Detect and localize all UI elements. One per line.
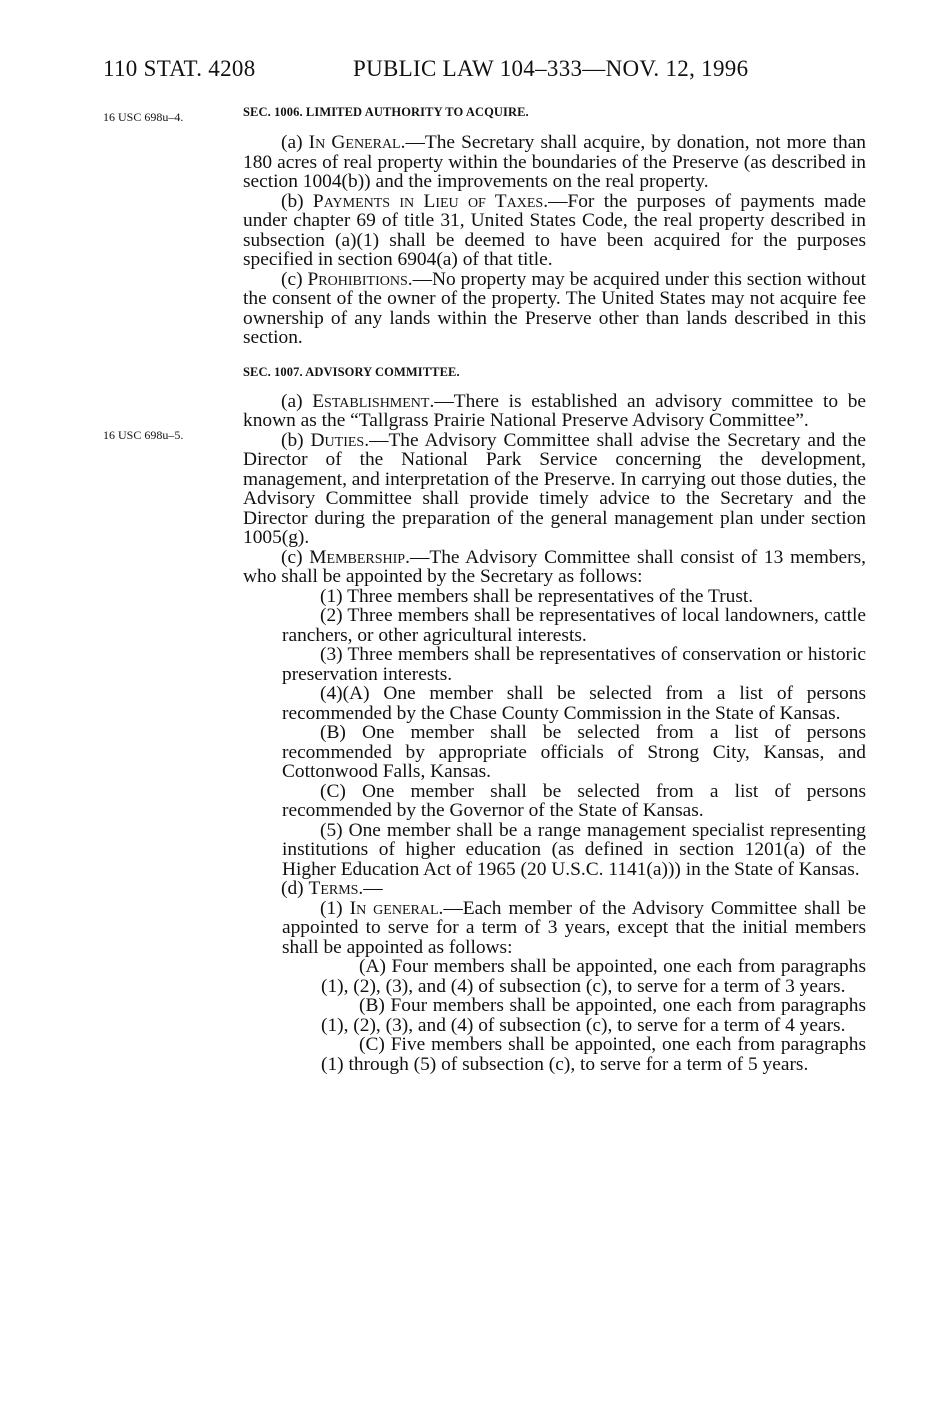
terms-subparagraph-c: (C) Five members shall be appointed, one each from paragraphs (1) through (5) of subsection (c), to serve for a term of 5 years. [321,1034,866,1075]
terms-subparagraph-a: (A) Four members shall be appointed, one each from paragraphs (1), (2), (3), and (4) of subsection (c), to serve for a term of 3 years. [321,956,866,997]
membership-paragraph-4b: (B) One member shall be selected from a list of persons recommended by appropriate officials of Strong City, Kansas, and Cottonwood Falls, Kansas. [282,722,866,782]
section-1006-b: (b) Payments in Lieu of Taxes.—For the purposes of payments made under chapter 69 of title 31, United States Code, the real property described in subsection (a)(1) shall be deemed to have been acquired for the purposes specified in section 6904(a) of that title. [243,190,867,270]
membership-paragraph-2: (2) Three members shall be representatives of local landowners, cattle ranchers, or other agricultural interests. [282,605,866,646]
terms-subparagraph-b: (B) Four members shall be appointed, one each from paragraphs (1), (2), (3), and (4) of subsection (c), to serve for a term of 4 years. [321,995,866,1036]
membership-paragraph-3: (3) Three members shall be representatives of conservation or historic preservation interests. [282,644,866,685]
public-law-citation: PUBLIC LAW 104–333—NOV. 12, 1996 [353,56,749,81]
section-1007-heading: SEC. 1007. ADVISORY COMMITTEE. [243,364,460,379]
membership-paragraph-1: (1) Three members shall be representatives of the Trust. [320,585,754,607]
section-1006-heading: SEC. 1006. LIMITED AUTHORITY TO ACQUIRE. [243,105,529,119]
stat-citation: 110 STAT. 4208 [103,56,256,81]
section-1007-a: (a) Establishment.—There is established an advisory committee to be known as the “Tallgrass Prairie National Preserve Advisory Committee”. [243,390,866,431]
margin-note-usc-698u-5: 16 USC 698u–5. [103,428,184,442]
margin-note-usc-698u-4: 16 USC 698u–4. [103,110,184,124]
document-body [243,103,866,1074]
terms-paragraph-1: (1) In general.—Each member of the Advisory Committee shall be appointed to serve for a term of 3 years, except that the initial members shall be appointed as follows: [282,897,866,958]
section-1007-c: (c) Membership.—The Advisory Committee shall consist of 13 members, who shall be appointed by the Secretary as follows: [243,546,866,587]
section-1006-c: (c) Prohibitions.—No property may be acquired under this section without the consent of the owner of the property. The United States may not acquire fee ownership of any lands within the Preserve other than lands described in this section. [243,268,867,348]
section-1007-b: (b) Duties.—The Advisory Committee shall advise the Secretary and the Director of the National Park Service concerning the development, management, and interpretation of the Preserve. In carrying out those duties, the Advisory Committee shall provide timely advice to the Secretary and the Director during the preparation of the general management plan under section 1005(g). [243,429,866,548]
section-1006-a: (a) In General.—The Secretary shall acquire, by donation, not more than 180 acres of real property within the boundaries of the Preserve (as described in section 1004(b)) and the improvements on the real property. [243,132,866,192]
membership-paragraph-4c: (C) One member shall be selected from a list of persons recommended by the Governor of the State of Kansas. [282,780,866,821]
membership-paragraph-4a: (4)(A) One member shall be selected from a list of persons recommended by the Chase County Commission in the State of Kansas. [282,683,866,724]
membership-paragraph-5: (5) One member shall be a range management specialist representing institutions of higher education (as defined in section 1201(a) of the Higher Education Act of 1965 (20 U.S.C. 1141(a))) in the State of Kansas. [282,819,866,880]
section-1007-d: (d) Terms.— [281,878,383,899]
